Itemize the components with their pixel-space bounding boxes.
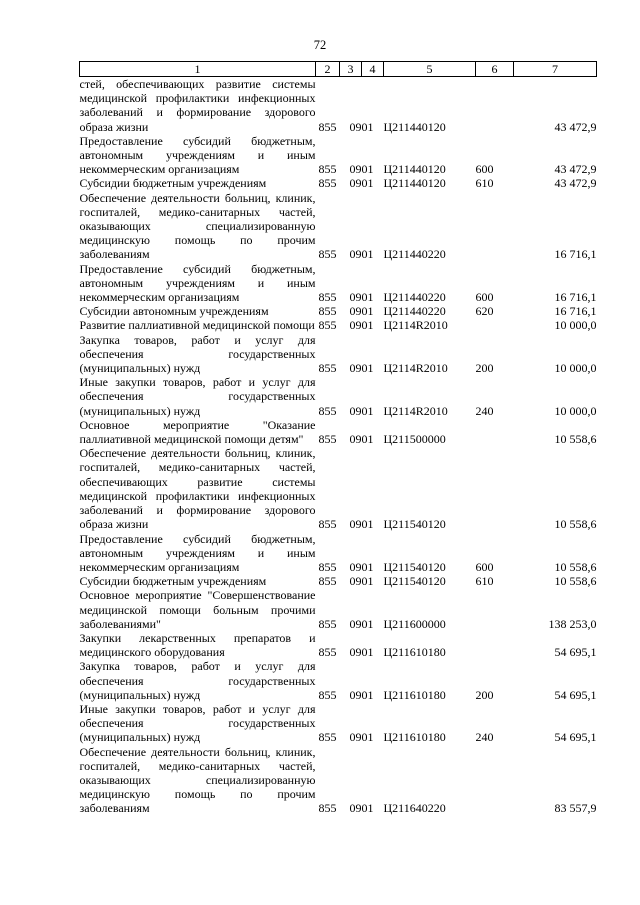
- item-name: Развитие паллиативной медицинской помощи: [79, 318, 315, 333]
- expense-type: 240: [475, 403, 494, 418]
- section-code: 09: [349, 403, 362, 418]
- section-code: 09: [349, 119, 362, 134]
- item-name: Предоставление субсидий бюджетным, автономным учреждениям и иным некоммерческим организациям: [79, 133, 316, 177]
- target-article: Ц211610180: [383, 730, 446, 745]
- header-col-7: 7: [514, 62, 597, 77]
- amount: 54 695,1: [554, 687, 597, 702]
- amount: 10 558,6: [554, 517, 597, 532]
- target-article: Ц2114R2010: [383, 403, 448, 418]
- section-code: 09: [349, 304, 362, 319]
- ministry-code: 855: [318, 304, 337, 319]
- target-article: Ц211640220: [383, 801, 446, 816]
- table-row: [80, 77, 597, 134]
- item-name: Субсидии автономным учреждениям: [79, 304, 269, 319]
- ministry-code: 855: [318, 687, 337, 702]
- item-name: стей, обеспечивающих развитие системы медицинской профилактики инфекционных заболеваний и формирование здорового образа жизни: [79, 77, 316, 134]
- target-article: Ц211610180: [383, 645, 446, 660]
- subsection-code: 01: [361, 290, 374, 305]
- table-row: [80, 191, 597, 262]
- ministry-code: 855: [318, 290, 337, 305]
- ministry-code: 855: [318, 318, 337, 333]
- header-row: [80, 62, 597, 77]
- section-code: 09: [349, 574, 362, 589]
- ministry-code: 855: [318, 361, 337, 376]
- target-article: Ц2114R2010: [383, 361, 448, 376]
- ministry-code: 855: [318, 574, 337, 589]
- expense-type: 200: [475, 361, 494, 376]
- item-name: Предоставление субсидий бюджетным, автономным учреждениям и иным некоммерческим организациям: [79, 531, 316, 574]
- ministry-code: 855: [318, 730, 337, 745]
- section-code: 09: [349, 432, 362, 447]
- expense-type: [476, 318, 514, 332]
- table-row: [80, 446, 597, 531]
- section-code: 09: [349, 318, 362, 333]
- target-article: Ц211540120: [383, 559, 446, 574]
- expense-type: 610: [475, 574, 494, 589]
- section-code: 09: [349, 730, 362, 745]
- table-body: [80, 77, 597, 816]
- item-name: Иные закупки товаров, работ и услуг для обеспечения государственных (муниципальных) нужд: [79, 375, 316, 418]
- section-code: 09: [349, 801, 362, 816]
- target-article: Ц211440220: [383, 247, 446, 262]
- target-article: Ц211540120: [383, 574, 446, 589]
- target-article: Ц211500000: [383, 432, 446, 447]
- amount: 10 000,0: [554, 318, 597, 333]
- item-name: Субсидии бюджетным учреждениям: [79, 574, 267, 589]
- header-col-5: 5: [384, 62, 476, 77]
- target-article: Ц211440220: [383, 304, 446, 319]
- amount: 54 695,1: [554, 730, 597, 745]
- ministry-code: 855: [318, 403, 337, 418]
- amount: 10 558,6: [554, 559, 597, 574]
- ministry-code: 855: [318, 559, 337, 574]
- header-col-2: 2: [316, 62, 340, 77]
- expense-type: 610: [475, 176, 494, 191]
- header-col-6: 6: [476, 62, 514, 77]
- item-name: Предоставление субсидий бюджетным, автономным учреждениям и иным некоммерческим организациям: [79, 261, 316, 305]
- header-col-4: 4: [362, 62, 384, 77]
- expense-type: [476, 191, 514, 262]
- subsection-code: 01: [361, 247, 374, 262]
- item-name: Обеспечение деятельности больниц, клиник, госпиталей, медико-санитарных частей, оказывающих специализированную медицинскую помощь по прочим заболеваниям: [79, 744, 316, 816]
- expense-type: 600: [475, 290, 494, 305]
- item-name: Основное мероприятие "Совершенствование медицинской помощи больным прочими заболеваниями": [79, 588, 316, 631]
- ministry-code: 855: [318, 645, 337, 660]
- subsection-code: 01: [361, 403, 374, 418]
- expense-type: 620: [475, 304, 494, 319]
- expense-type: 200: [475, 687, 494, 702]
- item-name: Основное мероприятие "Оказание паллиативной медицинской помощи детям": [79, 417, 316, 447]
- target-article: Ц211540120: [383, 517, 446, 532]
- target-article: Ц2114R2010: [383, 318, 448, 333]
- subsection-code: 01: [361, 574, 374, 589]
- item-name: Иные закупки товаров, работ и услуг для обеспечения государственных (муниципальных) нужд: [79, 701, 316, 745]
- target-article: Ц211440120: [383, 176, 446, 191]
- ministry-code: 855: [318, 162, 337, 177]
- expense-type: [476, 631, 514, 659]
- ministry-code: 855: [318, 616, 337, 631]
- subsection-code: 01: [361, 361, 374, 376]
- section-code: 09: [349, 290, 362, 305]
- target-article: Ц211600000: [383, 616, 446, 631]
- subsection-code: 01: [361, 645, 374, 660]
- table-row: [80, 318, 597, 332]
- ministry-code: 855: [318, 119, 337, 134]
- table-row: [80, 134, 597, 177]
- subsection-code: 01: [361, 119, 374, 134]
- table-row: [80, 574, 597, 588]
- target-article: Ц211440220: [383, 290, 446, 305]
- amount: 10 000,0: [554, 403, 597, 418]
- section-code: 09: [349, 687, 362, 702]
- subsection-code: 01: [361, 304, 374, 319]
- subsection-code: 01: [361, 517, 374, 532]
- ministry-code: 855: [318, 247, 337, 262]
- table-row: [80, 333, 597, 376]
- subsection-code: 01: [361, 801, 374, 816]
- item-name: Закупки лекарственных препаратов и медицинского оборудования: [79, 630, 316, 660]
- section-code: 09: [349, 517, 362, 532]
- page-number: 72: [313, 38, 327, 52]
- target-article: Ц211610180: [383, 687, 446, 702]
- item-name: Субсидии бюджетным учреждениям: [79, 176, 267, 191]
- amount: 16 716,1: [554, 290, 597, 305]
- item-name: Обеспечение деятельности больниц, клиник, госпиталей, медико-санитарных частей, обеспечивающих развитие системы медицинской профилактики инфекционных заболеваний и формирование здорового образа жизни: [79, 446, 316, 532]
- amount: 16 716,1: [554, 247, 597, 262]
- expense-type: 240: [475, 730, 494, 745]
- header-col-3: 3: [340, 62, 362, 77]
- subsection-code: 01: [361, 432, 374, 447]
- table-row: [80, 418, 597, 446]
- subsection-code: 01: [361, 559, 374, 574]
- section-code: 09: [349, 645, 362, 660]
- amount: 43 472,9: [554, 162, 597, 177]
- amount: 10 558,6: [554, 432, 597, 447]
- table-row: [80, 262, 597, 305]
- subsection-code: 01: [361, 176, 374, 191]
- table-row: [80, 702, 597, 745]
- table-row: [80, 176, 597, 190]
- table-row: [80, 659, 597, 702]
- subsection-code: 01: [361, 318, 374, 333]
- table-row: [80, 745, 597, 816]
- expense-type: [476, 77, 514, 134]
- section-code: 09: [349, 162, 362, 177]
- item-name: Закупка товаров, работ и услуг для обеспечения государственных (муниципальных) нужд: [79, 659, 316, 702]
- section-code: 09: [349, 559, 362, 574]
- expense-type: [476, 446, 514, 531]
- expense-type: 600: [475, 162, 494, 177]
- amount: 54 695,1: [554, 645, 597, 660]
- amount: 16 716,1: [554, 304, 597, 319]
- target-article: Ц211440120: [383, 119, 446, 134]
- item-name: Обеспечение деятельности больниц, клиник, госпиталей, медико-санитарных частей, оказывающих специализированную медицинскую помощь по прочим заболеваниям: [79, 190, 316, 262]
- section-code: 09: [349, 247, 362, 262]
- expense-type: 600: [475, 559, 494, 574]
- ministry-code: 855: [318, 176, 337, 191]
- section-code: 09: [349, 616, 362, 631]
- table-row: [80, 588, 597, 631]
- expense-type: [476, 745, 514, 816]
- table-row: [80, 631, 597, 659]
- table-row: [80, 304, 597, 318]
- ministry-code: 855: [318, 517, 337, 532]
- expense-type: [476, 588, 514, 631]
- expense-type: [476, 418, 514, 446]
- subsection-code: 01: [361, 162, 374, 177]
- amount: 43 472,9: [554, 176, 597, 191]
- subsection-code: 01: [361, 687, 374, 702]
- amount: 43 472,9: [554, 119, 597, 134]
- ministry-code: 855: [318, 801, 337, 816]
- item-name: Закупка товаров, работ и услуг для обеспечения государственных (муниципальных) нужд: [79, 332, 316, 376]
- target-article: Ц211440120: [383, 162, 446, 177]
- table-row: [80, 532, 597, 575]
- header-col-1: 1: [80, 62, 316, 77]
- subsection-code: 01: [361, 616, 374, 631]
- amount: 10 000,0: [554, 361, 597, 376]
- ministry-code: 855: [318, 432, 337, 447]
- amount: 138 253,0: [548, 616, 597, 631]
- section-code: 09: [349, 176, 362, 191]
- amount: 10 558,6: [554, 574, 597, 589]
- subsection-code: 01: [361, 730, 374, 745]
- section-code: 09: [349, 361, 362, 376]
- amount: 83 557,9: [554, 801, 597, 816]
- budget-table: [79, 61, 597, 816]
- table-row: [80, 375, 597, 418]
